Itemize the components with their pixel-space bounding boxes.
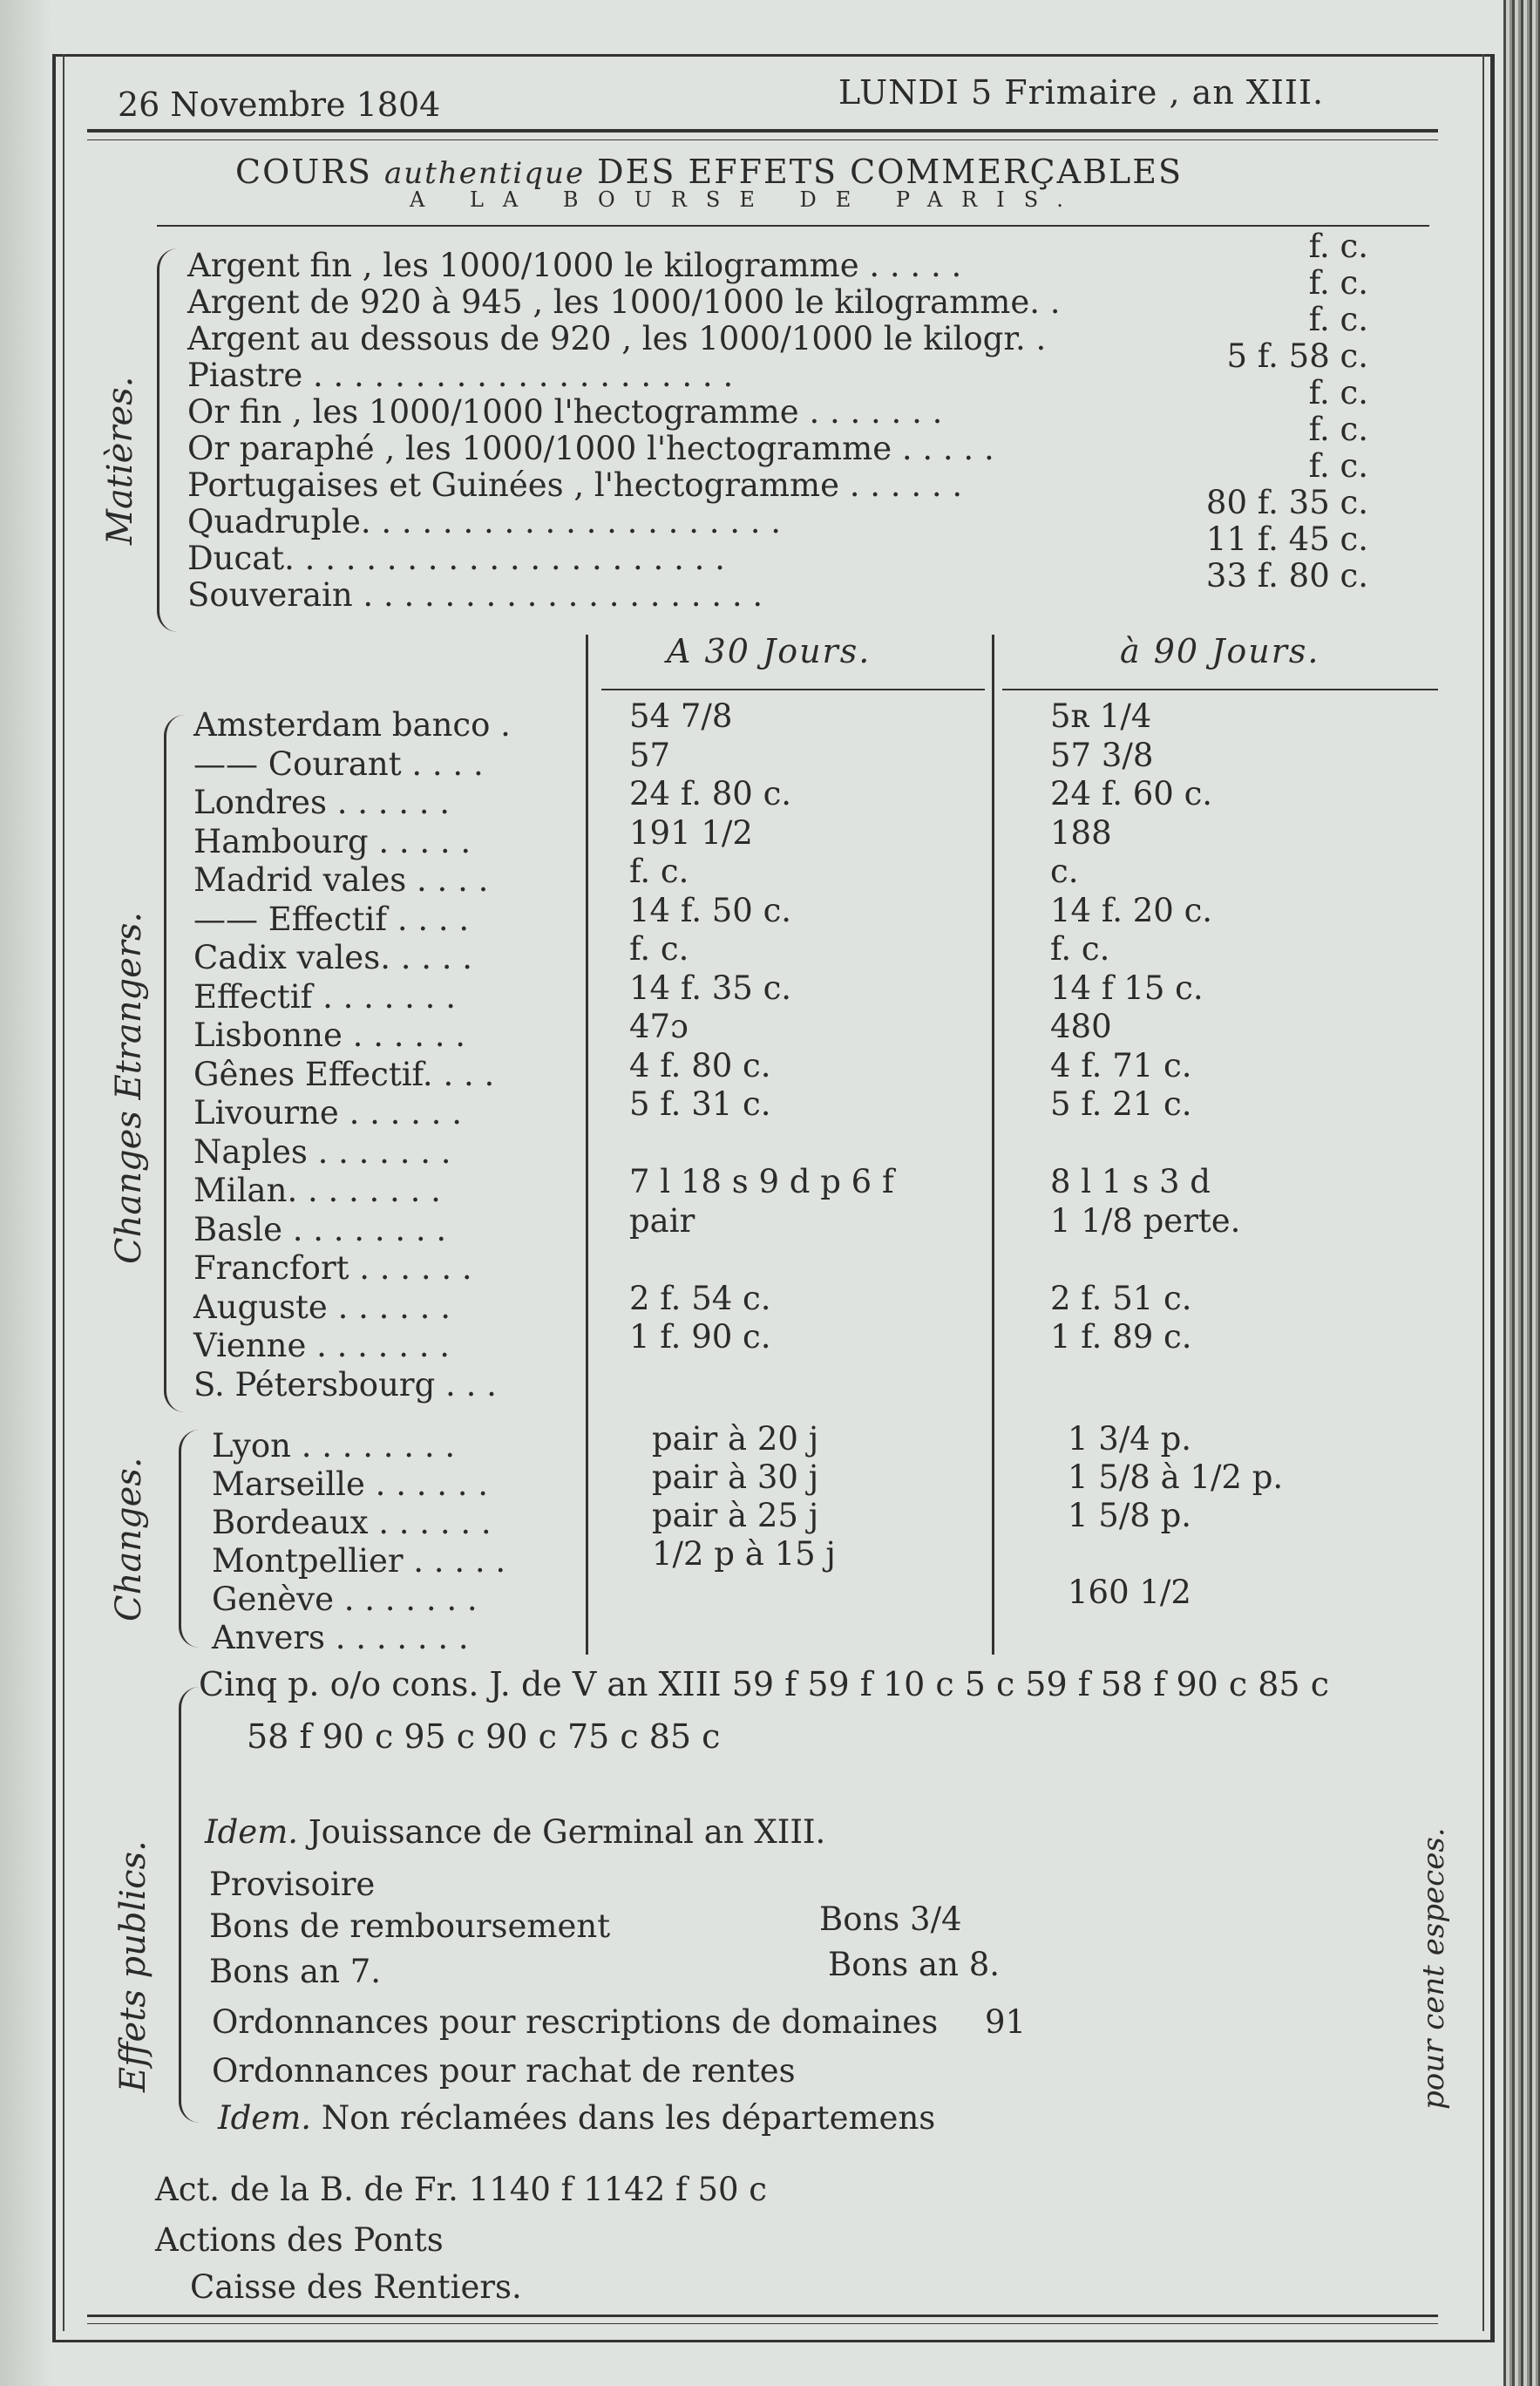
effets-publics-brace [179,1687,200,2123]
changes-etrangers-row-a30: 54 7/8 [629,697,733,735]
matieres-row-label: Ducat. . . . . . . . . . . . . . . . . . . . . . [187,540,725,577]
matieres-row-value: f. c. [1308,374,1368,411]
matieres-row-label: Piastre . . . . . . . . . . . . . . . . . . . . . [187,357,734,394]
title-effets: DES EFFETS COMMERÇABLES [597,153,1184,191]
bons-an-7: Bons an 7. [209,1953,381,1990]
matieres-row-value: f. c. [1308,301,1368,338]
changes-row-a90: 1 5/8 p. [1068,1497,1192,1534]
changes-etrangers-row-label: Milan. . . . . . . . [193,1172,441,1209]
bons-an-8: Bons an 8. [828,1946,1000,1983]
changes-row-a90: 1 5/8 à 1/2 p. [1068,1458,1284,1496]
matieres-row-value: f. c. [1308,411,1368,448]
changes-row-a30: pair à 20 j [652,1420,819,1458]
col-header-rule-right [1002,689,1438,690]
changes-etrangers-row-a90: 1 1/8 perte. [1050,1201,1241,1240]
idem-word-2: Idem. [218,2099,312,2137]
idem-jouissance-text: Jouissance de Germinal an XIII. [308,1813,826,1851]
ordonnances-rescriptions: Ordonnances pour rescriptions de domaines [212,2003,939,2041]
changes-row-label: Marseille . . . . . . [212,1465,489,1503]
changes-brace [179,1430,200,1648]
changes-row-label: Bordeaux . . . . . . [212,1504,492,1541]
changes-etrangers-row-label: Francfort . . . . . . [193,1249,472,1287]
changes-etrangers-row-a30: 14 f. 35 c. [629,969,792,1007]
date-left: 26 Novembre 1804 [118,85,441,124]
changes-etrangers-row-a90: 8 l 1 s 3 d [1050,1163,1211,1200]
bons-3-4: Bons 3/4 [819,1900,962,1938]
changes-etrangers-row-a30: 5 f. 31 c. [629,1085,771,1123]
changes-etrangers-row-a90: c. [1050,853,1079,890]
subtitle: A LA BOURSE DE PARIS. [410,187,1082,212]
provisoire: Provisoire [209,1866,376,1903]
changes-etrangers-row-a90: f. c. [1050,930,1110,968]
header-rule-thin [87,139,1438,140]
matieres-row-label: Portugaises et Guinées , l'hectogramme . . . . . . [187,466,963,504]
matieres-label: Matières. [100,376,140,545]
changes-etrangers-row-a30: 191 1/2 [629,813,753,852]
changes-row-label: Anvers . . . . . . . [212,1619,469,1656]
matieres-row-label: Argent de 920 à 945 , les 1000/1000 le kilogramme. . [187,283,1061,321]
changes-etrangers-row-label: Amsterdam banco . [193,706,511,744]
ordonnances-rachat: Ordonnances pour rachat de rentes [212,2052,796,2090]
column-divider-left [586,635,588,1655]
footer-actions-ponts: Actions des Ponts [155,2221,444,2259]
matieres-row-label: Or paraphé , les 1000/1000 l'hectogramme . . . . . [187,430,994,467]
idem-jouissance [205,1813,825,1851]
changes-etrangers-row-a90: 14 f. 20 c. [1050,891,1213,929]
changes-row-label: Genève . . . . . . . [212,1580,478,1618]
changes-row-a30: pair à 30 j [652,1458,819,1496]
col-header-30: A 30 Jours. [667,632,872,670]
changes-etrangers-row-a30: 47ɔ [629,1008,689,1045]
effets-side-note: pour cent especes. [1416,1827,1451,2110]
changes-etrangers-label: Changes Etrangers. [109,911,149,1264]
changes-etrangers-row-label: Londres . . . . . . [193,784,451,821]
changes-row-a30: pair à 25 j [652,1497,819,1534]
changes-etrangers-row-a30: 14 f. 50 c. [629,891,792,929]
matieres-row-label: Or fin , les 1000/1000 l'hectogramme . . . . . . . [187,393,943,431]
changes-row-label: Lyon . . . . . . . . [212,1427,456,1465]
changes-etrangers-row-a30: f. c. [629,853,689,890]
title-authentique: authentique [384,156,586,191]
changes-etrangers-brace [164,715,185,1412]
changes-row-a30: 1/2 p à 15 j [652,1535,836,1573]
matieres-brace [157,248,178,632]
changes-row-a90: 160 1/2 [1068,1574,1191,1611]
matieres-row-value: f. c. [1308,228,1368,265]
changes-etrangers-row-label: Cadix vales. . . . . [193,939,473,976]
cinq-pour-cent-line1: Cinq p. o/o cons. J. de V an XIII 59 f 59 f 10 c 5 c 59 f 58 f 90 c 85 c [199,1665,1329,1703]
header-rule [87,129,1438,133]
changes-etrangers-row-label: Auguste . . . . . . [193,1288,451,1326]
effets-publics-label: Effets publics. [113,1840,153,2092]
changes-etrangers-row-a30: 57 [629,736,671,774]
changes-row-label: Montpellier . . . . . [212,1542,506,1580]
changes-etrangers-row-a90: 4 f. 71 c. [1050,1046,1192,1084]
matieres-row-label: Argent au dessous de 920 , les 1000/1000 le kilogr. . [187,320,1047,357]
matieres-row-value: 11 f. 45 c. [1205,520,1368,558]
changes-etrangers-row-a30: 4 f. 80 c. [629,1046,771,1084]
matieres-row-label: Quadruple. . . . . . . . . . . . . . . . . . . . . [187,503,782,540]
idem-non-reclamees-text: Non réclamées dans les départemens [321,2099,936,2137]
changes-etrangers-row-label: S. Pétersbourg . . . [193,1365,497,1404]
changes-etrangers-row-a90: 480 [1050,1008,1112,1045]
matieres-row-label: Argent fin , les 1000/1000 le kilogramme . . . . . [187,247,962,284]
title [235,153,1183,191]
changes-etrangers-row-label: Effectif . . . . . . . [193,977,456,1016]
changes-etrangers-row-a90: 2 f. 51 c. [1050,1279,1192,1317]
changes-etrangers-row-label: Livourne . . . . . . [193,1094,462,1132]
matieres-row-label: Souverain . . . . . . . . . . . . . . . . . . . . [187,576,763,614]
bons-remboursement: Bons de remboursement [209,1907,611,1945]
changes-etrangers-row-label: Lisbonne . . . . . . [193,1016,466,1054]
changes-etrangers-row-label: Vienne . . . . . . . [193,1327,451,1364]
footer-rule [87,2315,1438,2317]
page-gutter [0,0,52,2386]
changes-etrangers-row-a90: 14 f 15 c. [1050,969,1204,1007]
changes-etrangers-row-a30: 7 l 18 s 9 d p 6 f [629,1163,894,1200]
changes-etrangers-row-a30: pair [629,1201,695,1240]
changes-etrangers-row-a30: 1 f. 90 c. [629,1318,771,1356]
idem-non-reclamees [218,2099,935,2137]
date-right: LUNDI 5 Frimaire , an XIII. [838,73,1325,112]
footer-actions-banque: Act. de la B. de Fr. 1140 f 1142 f 50 c [155,2171,768,2208]
changes-label: Changes. [109,1457,149,1621]
changes-etrangers-row-label: —— Effectif . . . . [193,900,470,938]
changes-etrangers-row-label: Hambourg . . . . . [193,822,471,860]
matieres-row-value: f. c. [1308,264,1368,302]
changes-etrangers-row-label: —— Courant . . . . [193,744,484,783]
matieres-row-value: f. c. [1308,447,1368,485]
changes-etrangers-row-a90: 24 f. 60 c. [1050,775,1213,812]
matieres-row-value: 33 f. 80 c. [1205,557,1368,595]
cinq-pour-cent-line2: 58 f 90 c 95 c 90 c 75 c 85 c [247,1717,721,1756]
changes-etrangers-row-label: Madrid vales . . . . [193,861,489,899]
col-header-rule-left [601,689,985,690]
changes-etrangers-row-a30: f. c. [629,930,689,968]
footer-caisse-rentiers: Caisse des Rentiers. [190,2268,522,2306]
column-divider-mid [992,635,994,1655]
changes-etrangers-row-a30: 24 f. 80 c. [629,775,792,812]
page-edges [1503,0,1540,2386]
changes-etrangers-row-a90: 1 f. 89 c. [1050,1318,1192,1356]
matieres-row-value: 80 f. 35 c. [1205,484,1368,521]
changes-etrangers-row-a90: 188 [1050,813,1112,852]
ordonnances-rescriptions-value: 91 [985,2003,1027,2041]
changes-etrangers-row-label: Naples . . . . . . . [193,1132,451,1171]
changes-etrangers-row-a90: 57 3/8 [1050,736,1154,774]
title-cours: COURS [235,153,372,191]
changes-etrangers-row-label: Basle . . . . . . . . [193,1210,447,1248]
changes-row-a90: 1 3/4 p. [1068,1420,1192,1458]
changes-etrangers-row-label: Gênes Effectif. . . . [193,1055,495,1093]
idem-word: Idem. [205,1813,299,1851]
matieres-row-value: 5 f. 58 c. [1226,337,1368,375]
title-rule [157,225,1429,227]
footer-rule-thin [87,2323,1438,2324]
changes-etrangers-row-a90: 5ʀ 1/4 [1050,697,1152,735]
changes-etrangers-row-a30: 2 f. 54 c. [629,1279,771,1317]
changes-etrangers-row-a90: 5 f. 21 c. [1050,1085,1192,1123]
col-header-90: à 90 Jours. [1120,632,1320,670]
